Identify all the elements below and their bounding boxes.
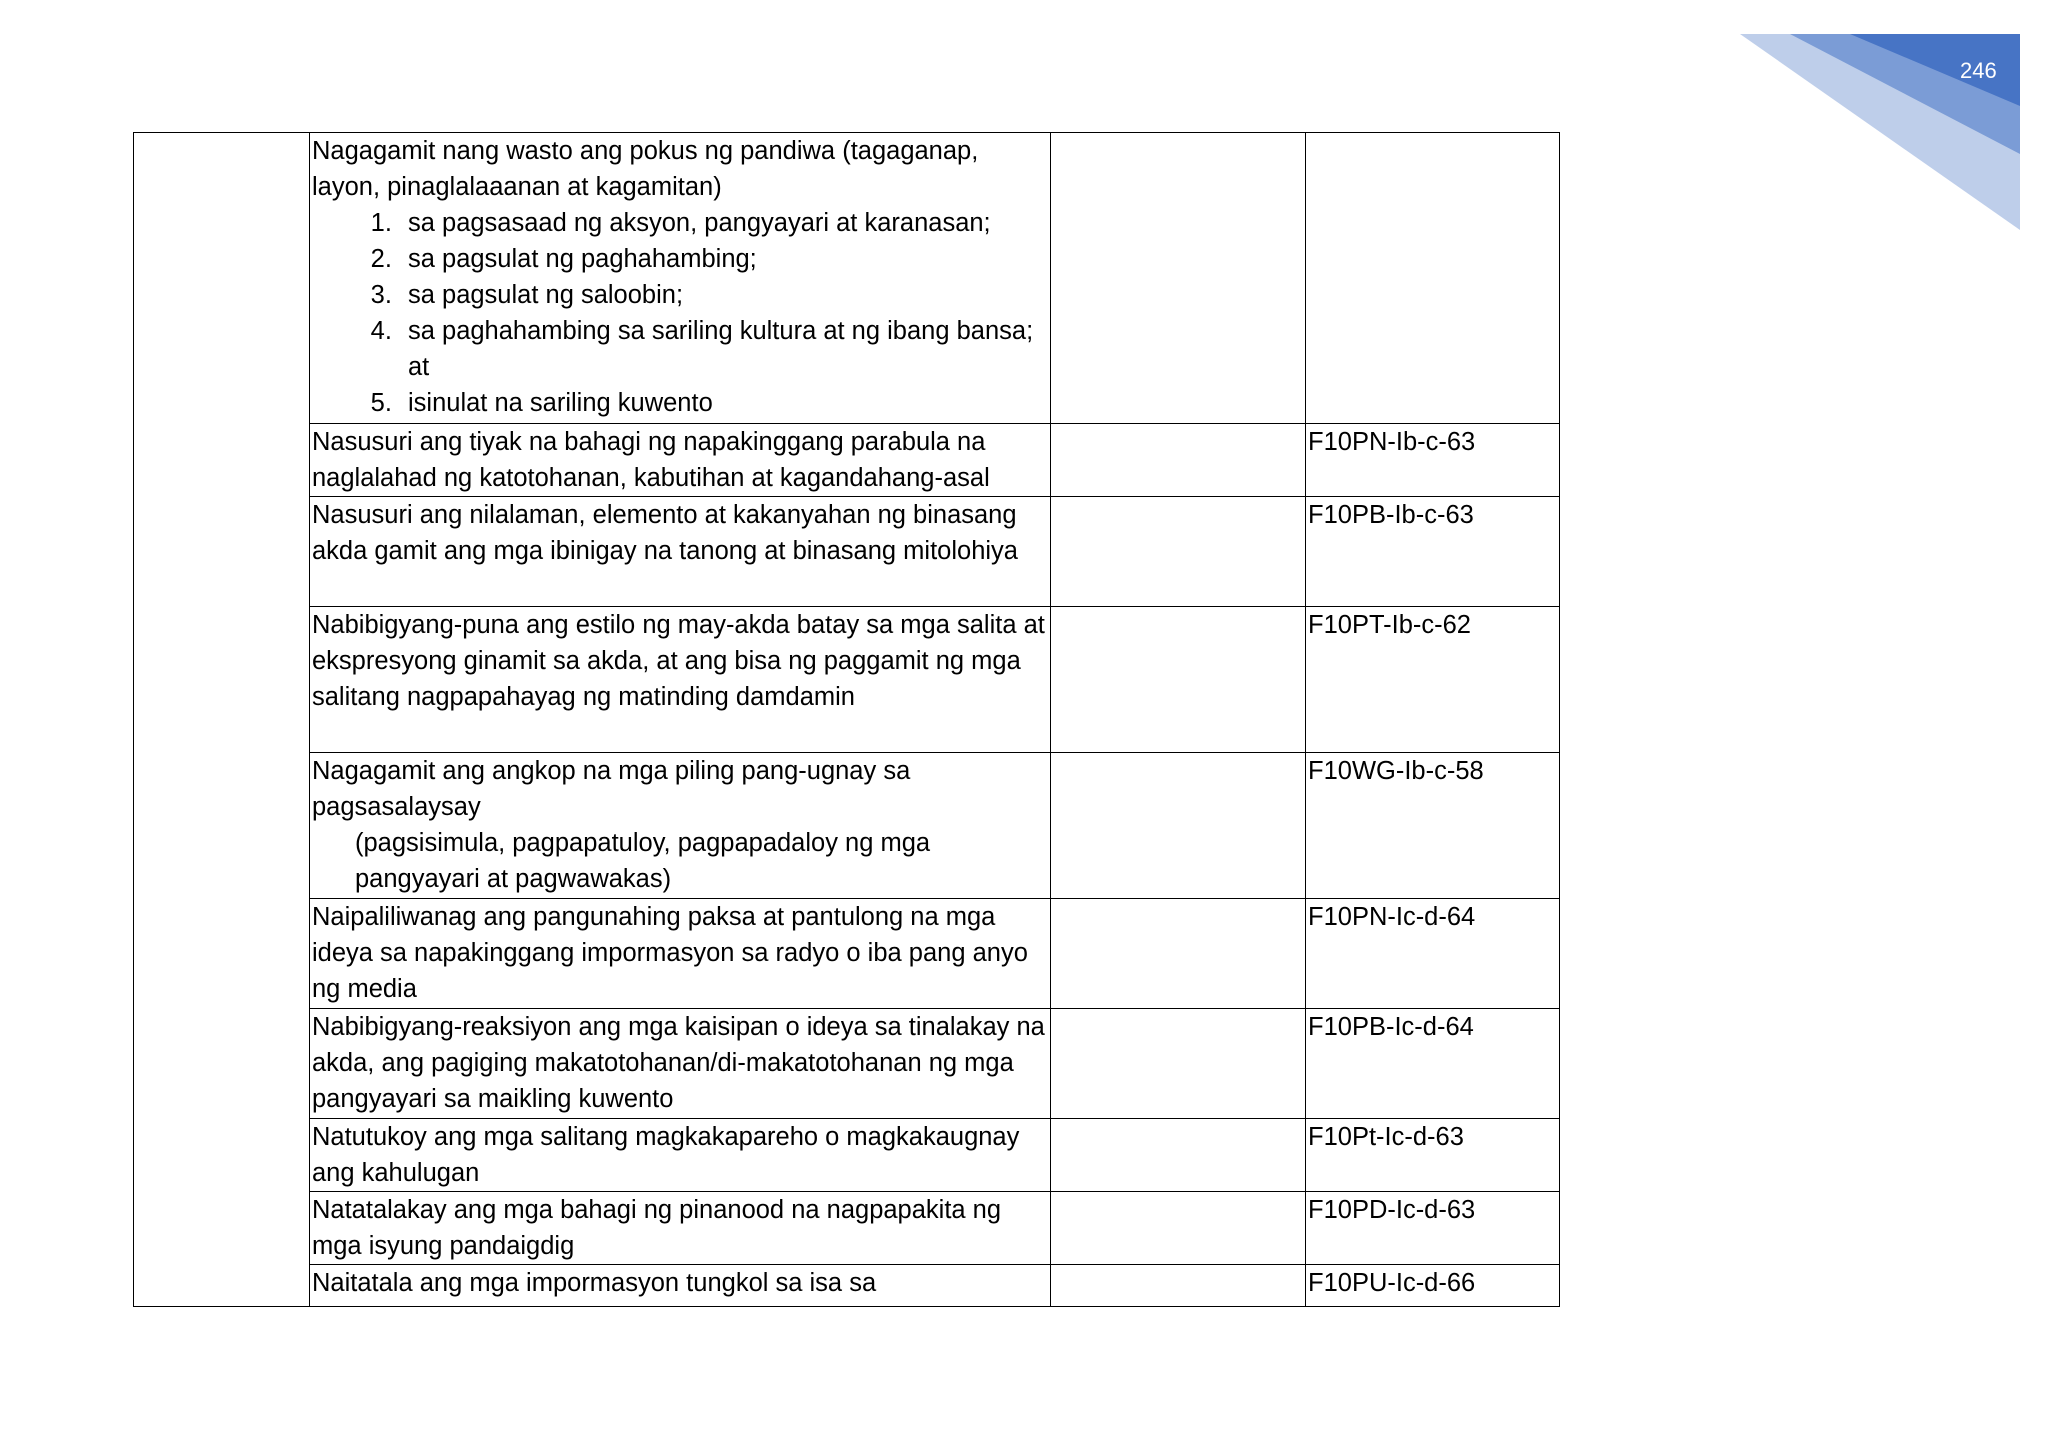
empty-cell — [1051, 133, 1306, 424]
competency-cell: Natutukoy ang mga salitang magkakapareho o magkakaugnay ang kahulugan — [310, 1119, 1051, 1192]
list-item: 4. sa paghahambing sa sariling kultura at ng ibang bansa; at — [399, 313, 1048, 385]
code-cell: F10PB-Ib-c-63 — [1306, 497, 1560, 607]
competency-cell: Nabibigyang-reaksiyon ang mga kaisipan o ideya sa tinalakay na akda, ang pagiging makatotohanan/di-makatotohanan ng mga pangyayari sa maikling kuwento — [310, 1009, 1051, 1119]
empty-cell — [1051, 1265, 1306, 1307]
list-item: 5. isinulat na sariling kuwento — [399, 385, 1048, 421]
list-item: 2. sa pagsulat ng paghahambing; — [399, 241, 1048, 277]
table-row — [134, 1265, 1560, 1307]
competency-note: (pagsisimula, pagpapatuloy, pagpapadaloy ng mga pangyayari at pagwawakas) — [355, 829, 931, 893]
competency-cell: Nasusuri ang nilalaman, elemento at kakanyahan ng binasang akda gamit ang mga ibinigay na tanong at binasang mitolohiya — [310, 497, 1051, 607]
table-row — [134, 1192, 1560, 1265]
table-row — [134, 424, 1560, 497]
competency-cell — [310, 753, 1051, 899]
competency-text: Nagagamit nang wasto ang pokus ng pandiwa (tagaganap, layon, pinaglalaaanan at kagamitan) — [312, 137, 979, 201]
table-row — [134, 133, 1560, 424]
table-row — [134, 607, 1560, 753]
code-cell: F10WG-Ib-c-58 — [1306, 753, 1560, 899]
empty-cell — [1051, 753, 1306, 899]
table-row — [134, 1119, 1560, 1192]
competency-cell: Natatalakay ang mga bahagi ng pinanood na nagpapakita ng mga isyung pandaigdig — [310, 1192, 1051, 1265]
code-cell: F10PB-Ic-d-64 — [1306, 1009, 1560, 1119]
competency-cell: Naitatala ang mga impormasyon tungkol sa isa sa — [310, 1265, 1051, 1307]
empty-cell — [1051, 1009, 1306, 1119]
empty-cell — [1051, 424, 1306, 497]
empty-cell — [1051, 497, 1306, 607]
empty-cell — [134, 133, 310, 1307]
table-row — [134, 497, 1560, 607]
table-row — [134, 1009, 1560, 1119]
code-cell — [1306, 133, 1560, 424]
code-cell: F10PN-Ib-c-63 — [1306, 424, 1560, 497]
code-cell: F10PN-Ic-d-64 — [1306, 899, 1560, 1009]
empty-cell — [1051, 1192, 1306, 1265]
table-row — [134, 899, 1560, 1009]
code-cell: F10PU-Ic-d-66 — [1306, 1265, 1560, 1307]
empty-cell — [1051, 1119, 1306, 1192]
competency-cell — [310, 133, 1051, 424]
empty-cell — [1051, 607, 1306, 753]
list-item: 3. sa pagsulat ng saloobin; — [399, 277, 1048, 313]
competency-cell: Nabibigyang-puna ang estilo ng may-akda batay sa mga salita at ekspresyong ginamit sa akda, at ang bisa ng paggamit ng mga salitang nagpapahayag ng matinding damdamin — [310, 607, 1051, 753]
competency-cell: Nasusuri ang tiyak na bahagi ng napakinggang parabula na naglalahad ng katotohanan, kabutihan at kagandahang-asal — [310, 424, 1051, 497]
page-number: 246 — [1960, 58, 1997, 83]
table-row — [134, 753, 1560, 899]
code-cell: F10PT-Ib-c-62 — [1306, 607, 1560, 753]
code-cell: F10PD-Ic-d-63 — [1306, 1192, 1560, 1265]
empty-cell — [1051, 899, 1306, 1009]
code-cell: F10Pt-Ic-d-63 — [1306, 1119, 1560, 1192]
numbered-list — [312, 205, 1048, 421]
competency-cell: Naipaliliwanag ang pangunahing paksa at pantulong na mga ideya sa napakinggang impormasyon sa radyo o iba pang anyo ng media — [310, 899, 1051, 1009]
curriculum-table — [133, 132, 1560, 1307]
competency-text: Nagagamit ang angkop na mga piling pang-ugnay sa pagsasalaysay — [312, 757, 911, 821]
list-item: 1. sa pagsasaad ng aksyon, pangyayari at karanasan; — [399, 205, 1048, 241]
